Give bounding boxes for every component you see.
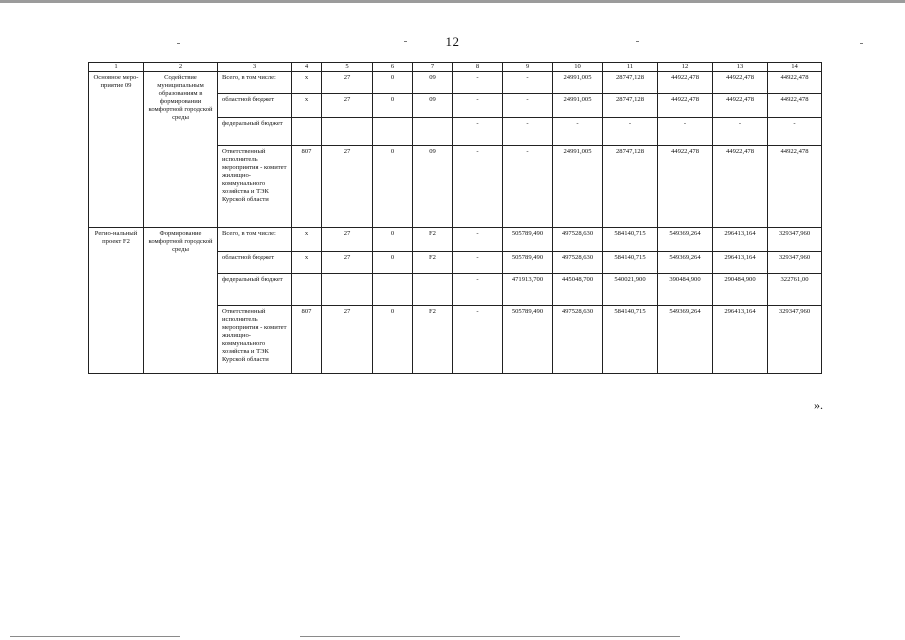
header-col-14: 14 — [768, 63, 822, 72]
row-label-cell: областной бюджет — [218, 94, 292, 118]
value-cell-col-5 — [322, 118, 373, 146]
value-cell-col-14: 44922,478 — [768, 146, 822, 228]
value-cell-col-5: 27 — [322, 146, 373, 228]
header-col-1: 1 — [89, 63, 144, 72]
header-col-11: 11 — [603, 63, 658, 72]
value-cell-col-13: - — [713, 118, 768, 146]
row-label-cell: Всего, в том числе: — [218, 72, 292, 94]
value-cell-col-6: 0 — [373, 146, 413, 228]
value-cell-col-7: 09 — [413, 72, 453, 94]
value-cell-col-7: F2 — [413, 252, 453, 274]
group-description-cell: Содействие муниципальным образованиям в формировании комфортной городской среды — [144, 72, 218, 228]
value-cell-col-5: 27 — [322, 94, 373, 118]
value-cell-col-8: - — [453, 252, 503, 274]
value-cell-col-12: 390484,900 — [658, 274, 713, 306]
value-cell-col-13: 290484,900 — [713, 274, 768, 306]
value-cell-col-11: 28747,128 — [603, 146, 658, 228]
value-cell-col-9: 505789,490 — [503, 228, 553, 252]
row-label-cell: федеральный бюджет — [218, 118, 292, 146]
header-col-9: 9 — [503, 63, 553, 72]
group-name-cell: Основное меро-приятие 09 — [89, 72, 144, 228]
value-cell-col-12: 549369,264 — [658, 228, 713, 252]
scan-speck — [860, 43, 863, 44]
header-row — [89, 63, 822, 72]
value-cell-col-11: 28747,128 — [603, 72, 658, 94]
row-label-cell: федеральный бюджет — [218, 274, 292, 306]
value-cell-col-9: - — [503, 146, 553, 228]
value-cell-col-14: 44922,478 — [768, 94, 822, 118]
header-col-7: 7 — [413, 63, 453, 72]
value-cell-col-8: - — [453, 228, 503, 252]
value-cell-col-7: 09 — [413, 146, 453, 228]
value-cell-col-5 — [322, 274, 373, 306]
value-cell-col-14: 329347,960 — [768, 252, 822, 274]
value-cell-col-9: 505789,490 — [503, 306, 553, 374]
value-cell-col-13: 44922,478 — [713, 94, 768, 118]
scan-speck — [404, 41, 407, 42]
value-cell-col-10: 497528,630 — [553, 306, 603, 374]
value-cell-col-7: F2 — [413, 228, 453, 252]
value-cell-col-5: 27 — [322, 252, 373, 274]
value-cell-col-11: 584140,715 — [603, 228, 658, 252]
header-col-5: 5 — [322, 63, 373, 72]
value-cell-col-12: 44922,478 — [658, 146, 713, 228]
value-cell-col-8: - — [453, 146, 503, 228]
value-cell-col-14: 322761,00 — [768, 274, 822, 306]
value-cell-col-9: - — [503, 118, 553, 146]
value-cell-col-13: 296413,164 — [713, 228, 768, 252]
value-cell-col-5: 27 — [322, 306, 373, 374]
value-cell-col-13: 44922,478 — [713, 146, 768, 228]
value-cell-col-4 — [292, 274, 322, 306]
scan-bottom-edge — [10, 636, 180, 637]
value-cell-col-10: - — [553, 118, 603, 146]
scan-bottom-edge — [300, 636, 680, 637]
value-cell-col-8: - — [453, 72, 503, 94]
value-cell-col-9: 505789,490 — [503, 252, 553, 274]
scan-speck — [636, 41, 639, 42]
value-cell-col-12: 44922,478 — [658, 72, 713, 94]
value-cell-col-12: 549369,264 — [658, 252, 713, 274]
value-cell-col-8: - — [453, 94, 503, 118]
scan-top-edge — [0, 0, 905, 3]
value-cell-col-6: 0 — [373, 94, 413, 118]
value-cell-col-4: х — [292, 228, 322, 252]
page-number: 12 — [445, 34, 460, 49]
header-col-13: 13 — [713, 63, 768, 72]
value-cell-col-9: 471913,700 — [503, 274, 553, 306]
value-cell-col-6: 0 — [373, 72, 413, 94]
value-cell-col-6: 0 — [373, 306, 413, 374]
table-row — [89, 228, 822, 252]
value-cell-col-4: х — [292, 252, 322, 274]
value-cell-col-10: 24991,005 — [553, 94, 603, 118]
value-cell-col-12: 549369,264 — [658, 306, 713, 374]
header-col-4: 4 — [292, 63, 322, 72]
value-cell-col-5: 27 — [322, 72, 373, 94]
value-cell-col-4: 807 — [292, 146, 322, 228]
value-cell-col-8: - — [453, 274, 503, 306]
value-cell-col-6: 0 — [373, 228, 413, 252]
value-cell-col-6 — [373, 118, 413, 146]
value-cell-col-4 — [292, 118, 322, 146]
value-cell-col-6: 0 — [373, 252, 413, 274]
value-cell-col-7 — [413, 274, 453, 306]
value-cell-col-6 — [373, 274, 413, 306]
scan-speck — [177, 43, 180, 44]
row-label-cell: Всего, в том числе: — [218, 228, 292, 252]
value-cell-col-5: 27 — [322, 228, 373, 252]
value-cell-col-10: 445048,700 — [553, 274, 603, 306]
row-label-cell: Ответственный исполнитель мероприятия - комитет жилищно-коммунального хозяйства и ТЭК Курской области — [218, 146, 292, 228]
value-cell-col-8: - — [453, 306, 503, 374]
value-cell-col-7: 09 — [413, 94, 453, 118]
value-cell-col-13: 44922,478 — [713, 72, 768, 94]
value-cell-col-13: 296413,164 — [713, 252, 768, 274]
value-cell-col-14: - — [768, 118, 822, 146]
value-cell-col-4: х — [292, 94, 322, 118]
group-name-cell: Регио-нальный проект F2 — [89, 228, 144, 374]
table-row — [89, 72, 822, 94]
value-cell-col-10: 497528,630 — [553, 228, 603, 252]
value-cell-col-4: х — [292, 72, 322, 94]
value-cell-col-12: - — [658, 118, 713, 146]
header-col-3: 3 — [218, 63, 292, 72]
value-cell-col-9: - — [503, 94, 553, 118]
value-cell-col-11: 28747,128 — [603, 94, 658, 118]
header-col-10: 10 — [553, 63, 603, 72]
budget-table — [88, 62, 822, 374]
value-cell-col-14: 329347,960 — [768, 228, 822, 252]
header-col-8: 8 — [453, 63, 503, 72]
value-cell-col-11: 584140,715 — [603, 252, 658, 274]
value-cell-col-11: 540021,900 — [603, 274, 658, 306]
value-cell-col-7 — [413, 118, 453, 146]
value-cell-col-10: 24991,005 — [553, 72, 603, 94]
value-cell-col-11: 584140,715 — [603, 306, 658, 374]
value-cell-col-11: - — [603, 118, 658, 146]
row-label-cell: областной бюджет — [218, 252, 292, 274]
row-label-cell: Ответственный исполнитель мероприятия - комитет жилищно-коммунального хозяйства и ТЭК Курской области — [218, 306, 292, 374]
value-cell-col-10: 497528,630 — [553, 252, 603, 274]
header-col-2: 2 — [144, 63, 218, 72]
value-cell-col-9: - — [503, 72, 553, 94]
value-cell-col-13: 296413,164 — [713, 306, 768, 374]
value-cell-col-8: - — [453, 118, 503, 146]
header-col-12: 12 — [658, 63, 713, 72]
value-cell-col-4: 807 — [292, 306, 322, 374]
group-description-cell: Формирование комфортной городской среды — [144, 228, 218, 374]
value-cell-col-10: 24991,005 — [553, 146, 603, 228]
closing-quote: ». — [814, 398, 823, 412]
value-cell-col-12: 44922,478 — [658, 94, 713, 118]
value-cell-col-14: 329347,960 — [768, 306, 822, 374]
value-cell-col-7: F2 — [413, 306, 453, 374]
header-col-6: 6 — [373, 63, 413, 72]
value-cell-col-14: 44922,478 — [768, 72, 822, 94]
